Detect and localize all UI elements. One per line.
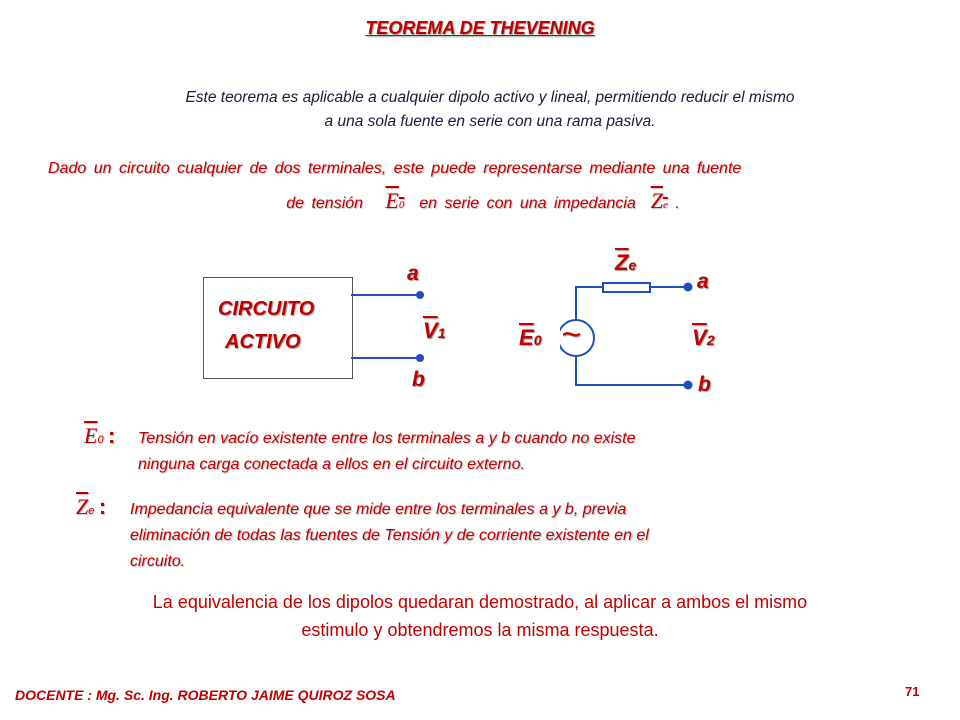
ze-line-2: eliminación de todas las fuentes de Tensión y de corriente existente en el	[130, 527, 649, 544]
left-voltage-label: $\overline{V}1$	[423, 318, 446, 343]
closing-line-1: La equivalencia de los dipolos quedaran demostrado, al aplicar a ambos el mismo	[152, 592, 808, 612]
definition-suffix: .	[675, 195, 680, 212]
right-terminal-b-node	[684, 381, 693, 390]
left-terminal-a-node	[416, 291, 424, 299]
definition-line-2	[48, 185, 918, 221]
definition-line-1: Dado un circuito cualquier de dos terminales, este puede representarse mediante una fuente	[48, 160, 742, 177]
circuit-label-line-1: CIRCUITO	[218, 298, 315, 320]
ze-line-1: Impedancia equivalente que se mide entre los terminales a y b, previa	[130, 501, 627, 518]
ze-definition-text	[130, 497, 850, 575]
definition-paragraph	[48, 153, 918, 221]
page-number: 71	[905, 684, 920, 699]
closing-paragraph	[30, 588, 930, 644]
circuit-label-line-2: ACTIVO	[225, 331, 301, 353]
e0-line-2: ninguna carga conectada a ellos en el circuito externo.	[138, 456, 525, 473]
e0-line-1: Tensión en vacío existente entre los terminales a y b cuando no existe	[138, 430, 636, 447]
left-terminal-a-label: a	[407, 262, 419, 285]
intro-paragraph	[60, 86, 920, 134]
right-terminal-a-label: a	[697, 270, 709, 293]
left-wire-bottom	[351, 357, 421, 359]
impedance-label: $\overline{Z}e$	[615, 250, 637, 275]
left-wire-top	[351, 294, 421, 296]
intro-line-1: Este teorema es aplicable a cualquier dipolo activo y lineal, permitiendo reducir el mismo	[185, 89, 795, 106]
source-tilde: ~	[561, 316, 581, 354]
source-label: $\overline{E}0$	[519, 325, 542, 350]
e0-symbol: E0	[385, 188, 405, 213]
e0-definition-text	[138, 426, 838, 478]
definition-prefix: de tensión	[286, 195, 364, 212]
ze-line-3: circuito.	[130, 553, 186, 570]
right-terminal-b-label: b	[698, 373, 711, 396]
impedance-resistor	[603, 283, 650, 292]
definition-middle: en serie con una impedancia	[419, 195, 636, 212]
right-wire-bottom	[576, 356, 688, 385]
ze-definition-symbol: $\overline{Z}e$ :	[76, 494, 107, 519]
left-terminal-b-label: b	[412, 368, 425, 391]
footer-author: DOCENTE : Mg. Sc. Ing. ROBERTO JAIME QUIROZ SOSA	[15, 687, 396, 703]
left-terminal-b-node	[416, 354, 424, 362]
right-voltage-label: $\overline{V}2$	[692, 325, 715, 350]
closing-line-2: estimulo y obtendremos la misma respuesta.	[301, 620, 659, 640]
ze-symbol: Ze	[650, 188, 668, 213]
right-terminal-a-node	[684, 283, 693, 292]
page-title: TEOREMA DE THEVENING	[365, 18, 595, 38]
e0-definition-symbol: $\overline{E}0$ :	[84, 423, 116, 448]
intro-line-2: a una sola fuente en serie con una rama pasiva.	[324, 113, 656, 130]
active-circuit-box	[203, 277, 353, 379]
